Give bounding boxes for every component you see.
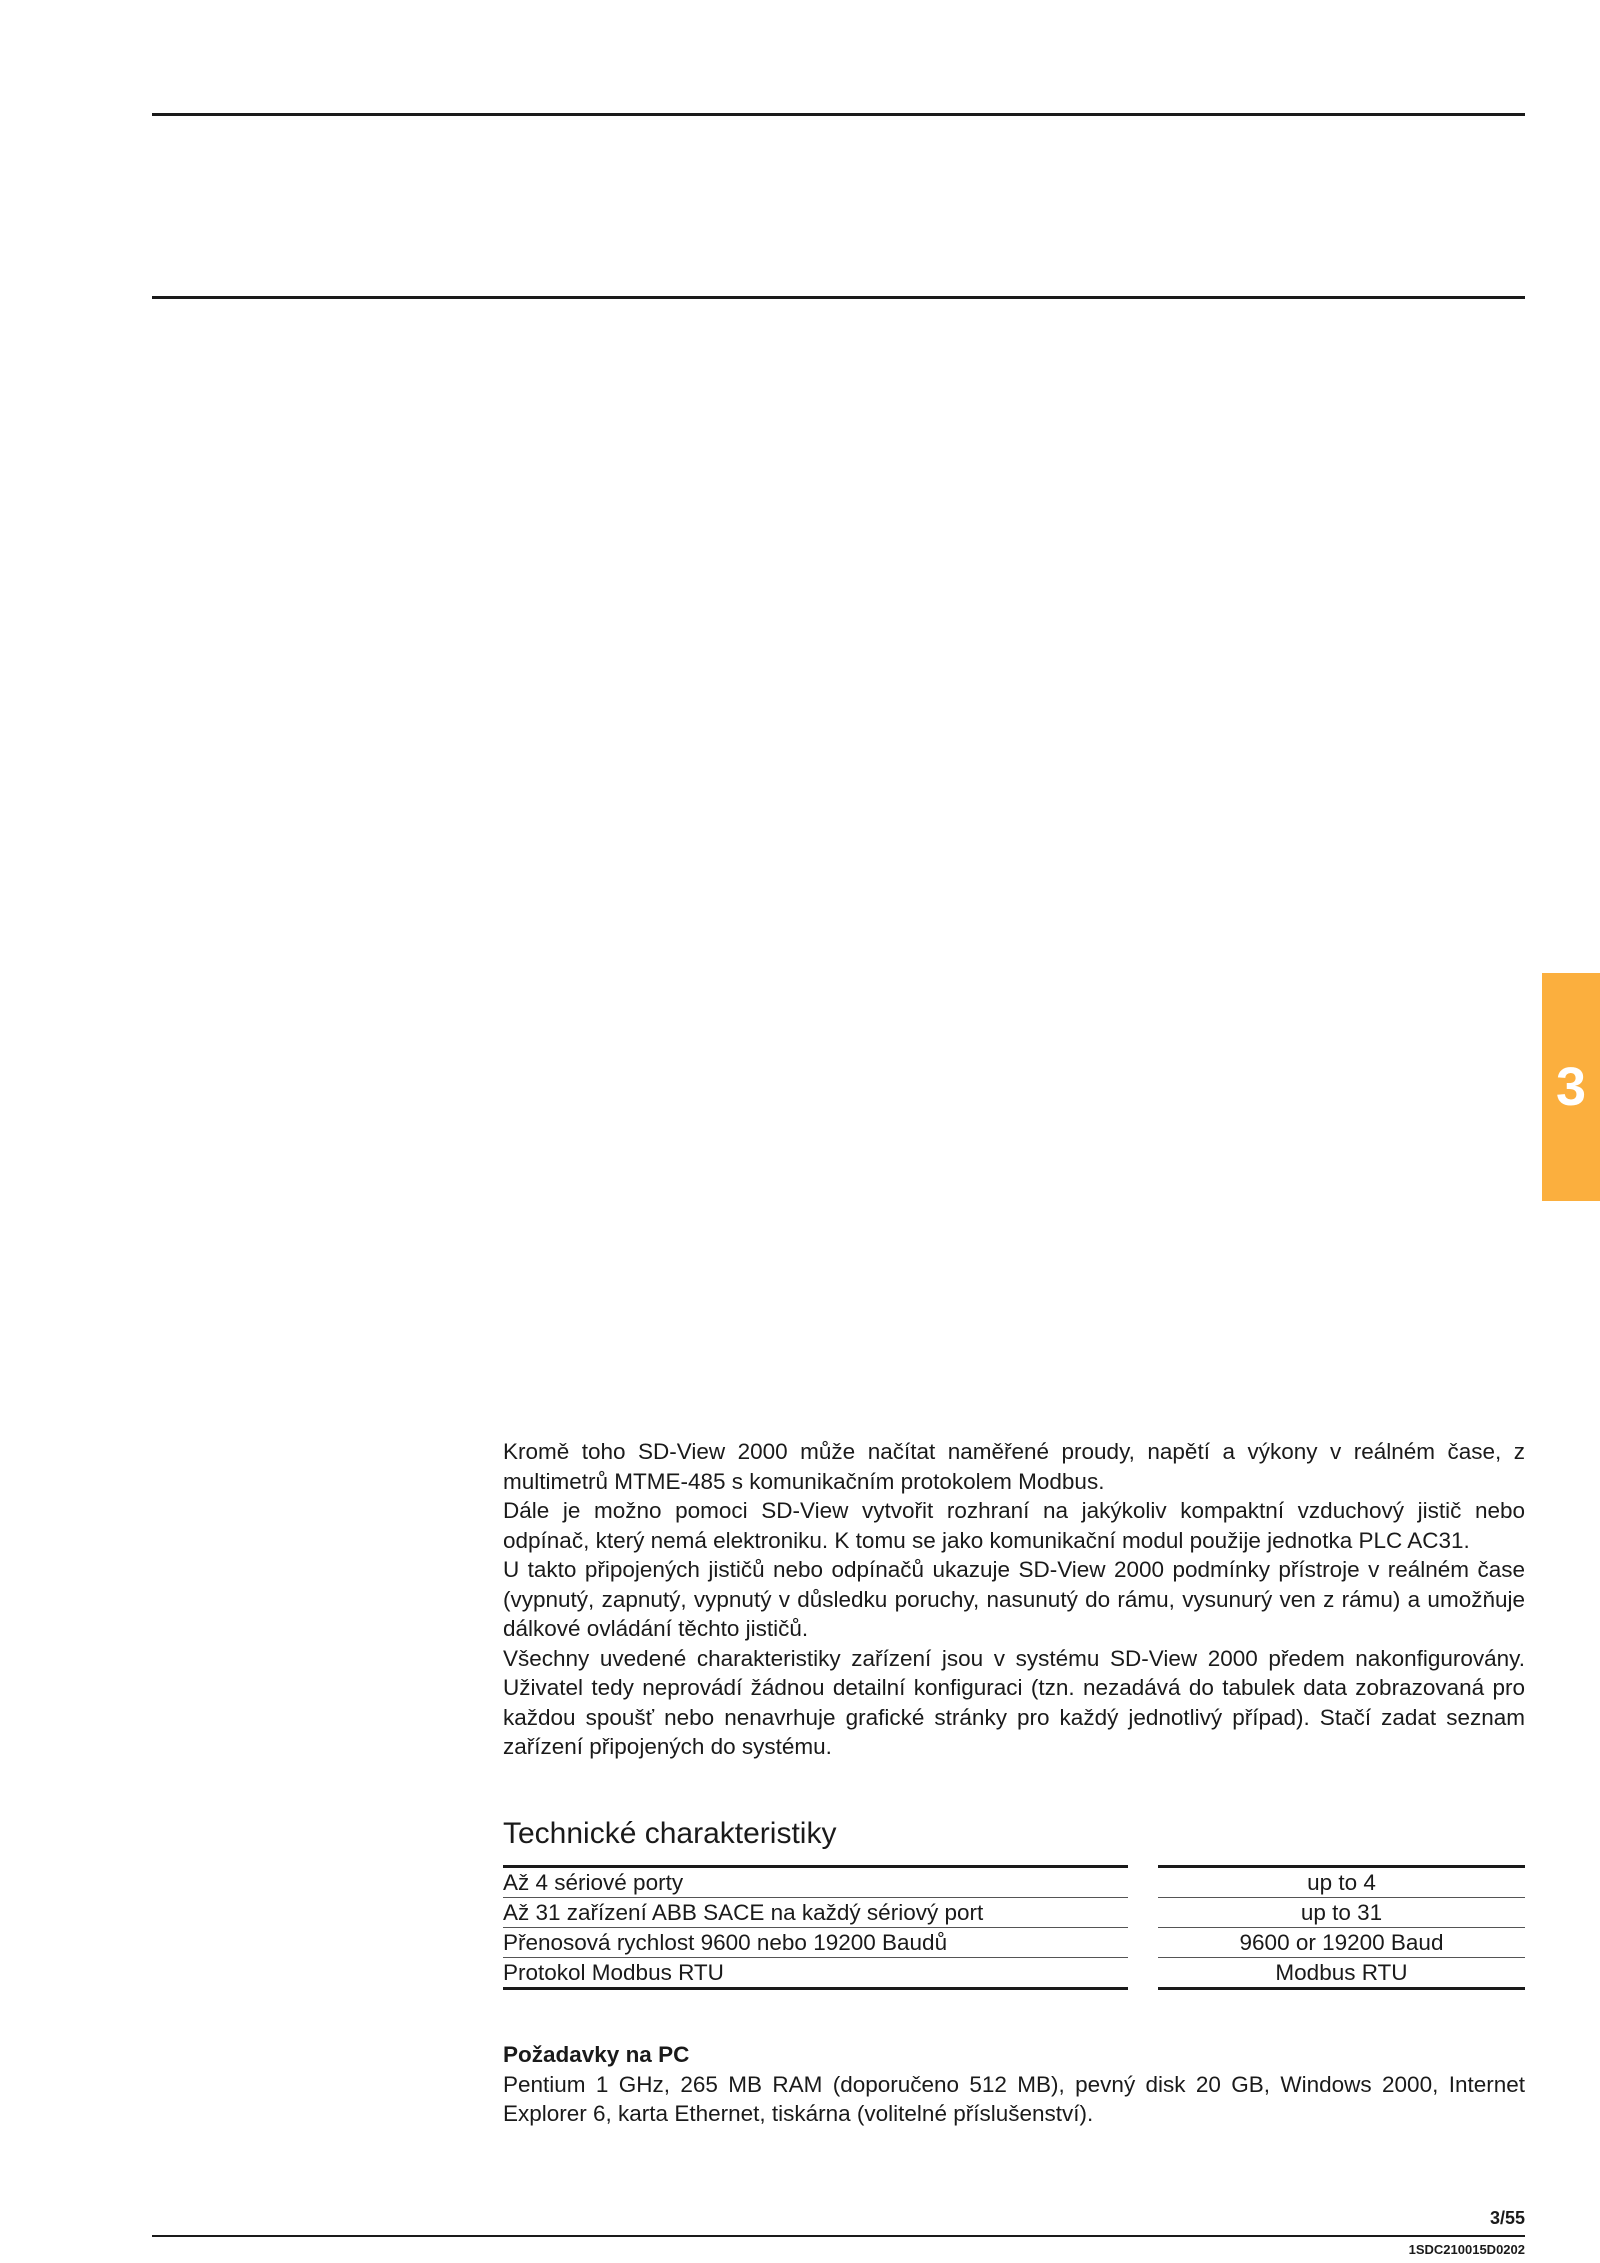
pc-requirements — [503, 2040, 1525, 2129]
spec-row: Přenosová rychlost 9600 nebo 19200 Baudů — [503, 1928, 1128, 1958]
spec-table-en — [1158, 1865, 1525, 1990]
intro-text — [503, 1437, 1525, 1762]
pc-requirements-text: Pentium 1 GHz, 265 MB RAM (doporučeno 512 MB), pevný disk 20 GB, Windows 2000, Internet Explorer 6, karta Ethernet, tiskárna (volitelné příslušenství). — [503, 2071, 1525, 2126]
intro-paragraph: Kromě toho SD-View 2000 může načítat naměřené proudy, napětí a výkony v reálném čase, z multimetrů MTME-485 s komunikačním protokolem Modbus. — [503, 1439, 1525, 1494]
page-number: 3/55 — [1489, 2208, 1525, 2228]
spec-row: Až 4 sériové porty — [503, 1868, 1128, 1898]
spec-row: Až 31 zařízení ABB SACE na každý sériový port — [503, 1898, 1128, 1928]
spec-row: 9600 or 19200 Baud — [1158, 1928, 1525, 1958]
header-rule-bottom — [152, 296, 1525, 299]
header-rule-top — [152, 113, 1525, 116]
spec-row: up to 4 — [1158, 1868, 1525, 1898]
intro-paragraph: Všechny uvedené charakteristiky zařízení jsou v systému SD-View 2000 předem nakonfigurovány. Uživatel tedy neprovádí žádnou detailní konfiguraci (tzn. nezadává do tabulek data zobrazovaná pro každou spoušť nebo nenavrhuje grafické stránky pro každý jednotlivý případ). Stačí zadat seznam zařízení připojených do systému. — [503, 1645, 1525, 1759]
pc-requirements-title: Požadavky na PC — [503, 2042, 690, 2067]
spec-row: Modbus RTU — [1275, 1960, 1408, 1985]
intro-paragraph: U takto připojených jističů nebo odpínačů ukazuje SD-View 2000 podmínky přístroje v reálném čase (vypnutý, zapnutý, vypnutý v důsledku poruchy, nasunutý do rámu, vysunurý ven z rámu) a umožňuje dálkové ovládání těchto jističů. — [503, 1557, 1525, 1641]
spec-row: up to 31 — [1158, 1898, 1525, 1928]
intro-paragraph: Dále je možno pomoci SD-View vytvořit rozhraní na jakýkoliv kompaktní vzduchový jistič nebo odpínač, který nemá elektroniku. K tomu se jako komunikační modul použije jednotka PLC AC31. — [503, 1498, 1525, 1553]
chapter-tab — [1542, 973, 1600, 1201]
footer-rule — [152, 2235, 1525, 2237]
spec-table-cz — [503, 1865, 1128, 1990]
chapter-tab-number: 3 — [1555, 1057, 1587, 1117]
section-heading: Technické charakteristiky — [503, 1817, 837, 1850]
spec-row: Protokol Modbus RTU — [503, 1960, 724, 1985]
document-code: 1SDC210015D0202 — [1408, 2242, 1525, 2257]
